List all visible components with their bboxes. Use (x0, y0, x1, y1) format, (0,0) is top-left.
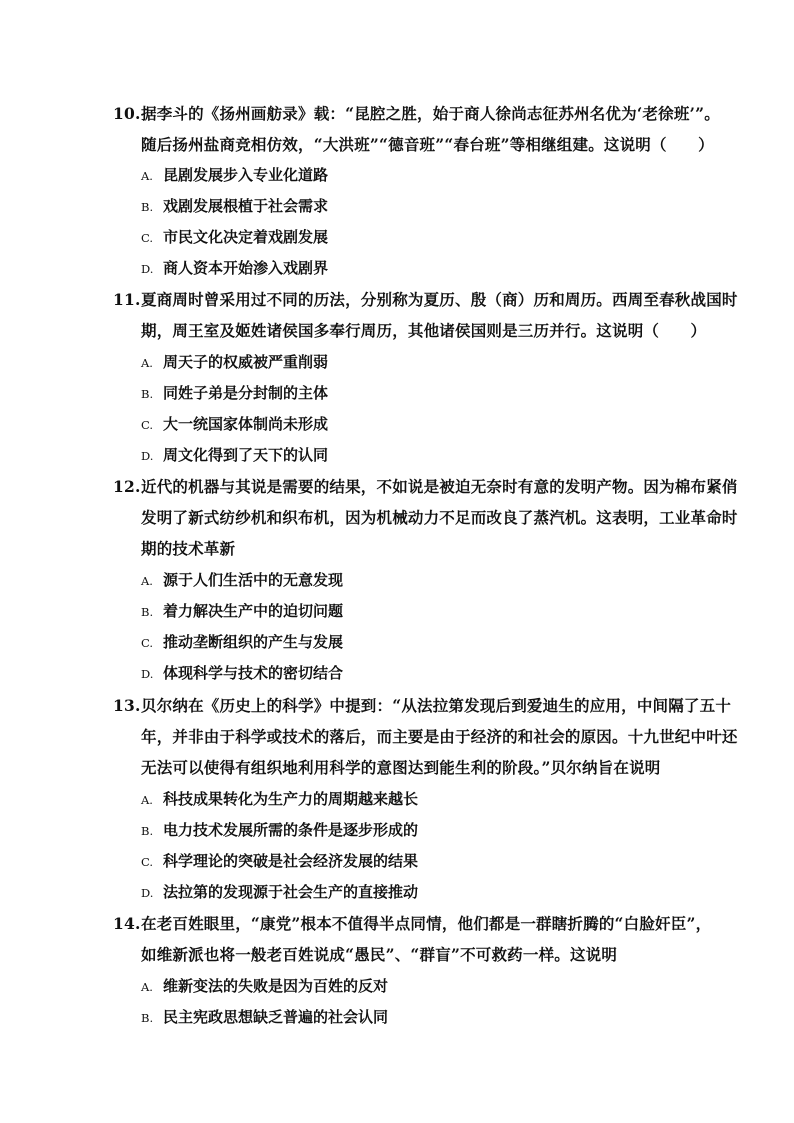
option-text: 周天子的权威被严重削弱 (163, 353, 329, 371)
option-b[interactable] (141, 601, 701, 622)
option-text: 市民文化决定着戏剧发展 (163, 228, 329, 246)
option-text: 体现科学与技术的密切结合 (163, 664, 344, 682)
option-letter: B. (141, 605, 154, 619)
option-letter: A. (141, 574, 153, 588)
option-letter: C. (141, 418, 154, 432)
option-text: 电力技术发展所需的条件是逐步形成的 (163, 821, 419, 839)
question-text-line: 无法可以使得有组织地利用科学的意图达到能生利的阶段。”贝尔纳旨在说明 (141, 758, 661, 777)
option-text: 科技成果转化为生产力的周期越来越长 (163, 790, 419, 808)
option-letter: B. (141, 824, 154, 838)
option-c[interactable] (141, 414, 701, 435)
option-b[interactable] (141, 820, 701, 841)
question-text: 贝尔纳在《历史上的科学》中提到：“从法拉第发现后到爱迪生的应用，中间隔了五十 (141, 696, 732, 715)
option-c[interactable] (141, 227, 701, 248)
option-d[interactable] (141, 445, 701, 466)
option-d[interactable] (141, 663, 701, 684)
option-a[interactable] (141, 165, 701, 186)
question-text-line (113, 696, 732, 716)
question-number: 10. (113, 104, 141, 123)
question-number: 11. (113, 290, 141, 309)
option-letter: D. (141, 449, 154, 463)
option-letter: C. (141, 636, 154, 650)
option-a[interactable] (141, 976, 701, 997)
question-text: 据李斗的《扬州画舫录》载：“昆腔之胜，始于商人徐尚志征苏州名优为‘老徐班’”。 (141, 104, 720, 123)
option-text: 昆剧发展步入专业化道路 (163, 166, 329, 184)
question-text-line: 年，并非由于科学或技术的落后，而主要是由于经济的和社会的原因。十九世纪中叶还 (141, 727, 738, 746)
question-number: 12. (113, 477, 141, 496)
option-a[interactable] (141, 352, 701, 373)
option-letter: A. (141, 793, 153, 807)
question-number: 14. (113, 914, 141, 933)
option-text: 法拉第的发现源于社会生产的直接推动 (163, 883, 419, 901)
option-text: 同姓子弟是分封制的主体 (163, 384, 329, 402)
option-letter: D. (141, 262, 154, 276)
option-b[interactable] (141, 196, 701, 217)
question-text-line: 随后扬州盐商竞相仿效，“大洪班”“德音班”“春台班”等相继组建。这说明（ ） (141, 135, 714, 154)
option-b[interactable] (141, 1007, 701, 1028)
question-text-line (113, 914, 712, 934)
question-text: 夏商周时曾采用过不同的历法，分别称为夏历、殷（商）历和周历。西周至春秋战国时 (141, 290, 738, 309)
question-number: 13. (113, 696, 141, 715)
option-a[interactable] (141, 570, 701, 591)
question-text-line: 发明了新式纺纱机和织布机，因为机械动力不足而改良了蒸汽机。这表明，工业革命时 (141, 508, 738, 527)
question-text-line: 期的技术革新 (141, 539, 236, 558)
option-text: 周文化得到了天下的认同 (163, 446, 329, 464)
option-letter: B. (141, 1011, 154, 1025)
option-c[interactable] (141, 851, 701, 872)
option-text: 源于人们生活中的无意发现 (163, 571, 344, 589)
option-text: 戏剧发展根植于社会需求 (163, 197, 329, 215)
question-text-line: 期，周王室及姬姓诸侯国多奉行周历，其他诸侯国则是三历并行。这说明（ ） (141, 321, 707, 340)
option-letter: A. (141, 169, 153, 183)
option-text: 商人资本开始渗入戏剧界 (163, 259, 329, 277)
option-letter: D. (141, 886, 154, 900)
option-letter: A. (141, 980, 153, 994)
option-d[interactable] (141, 258, 701, 279)
option-text: 科学理论的突破是社会经济发展的结果 (163, 852, 419, 870)
option-letter: C. (141, 855, 154, 869)
option-text: 维新变法的失败是因为百姓的反对 (163, 977, 389, 995)
question-text-line (113, 477, 738, 497)
option-letter: A. (141, 356, 153, 370)
question-text-line (113, 290, 738, 310)
option-a[interactable] (141, 789, 701, 810)
option-letter: D. (141, 667, 154, 681)
option-d[interactable] (141, 882, 701, 903)
question-text: 近代的机器与其说是需要的结果，不如说是被迫无奈时有意的发明产物。因为棉布紧俏 (141, 477, 738, 496)
option-c[interactable] (141, 632, 701, 653)
option-text: 着力解决生产中的迫切问题 (163, 602, 344, 620)
option-text: 民主宪政思想缺乏普遍的社会认同 (163, 1008, 389, 1026)
question-text-line (113, 104, 720, 124)
option-letter: B. (141, 387, 154, 401)
option-text: 推动垄断组织的产生与发展 (163, 633, 344, 651)
option-letter: C. (141, 231, 154, 245)
question-text-line: 如维新派也将一般老百姓说成“愚民”、“群盲”不可救药一样。这说明 (141, 945, 618, 964)
option-b[interactable] (141, 383, 701, 404)
option-text: 大一统国家体制尚未形成 (163, 415, 329, 433)
question-text: 在老百姓眼里，“康党”根本不值得半点同情，他们都是一群瞎折腾的“白脸奸臣”， (141, 914, 712, 933)
option-letter: B. (141, 200, 154, 214)
